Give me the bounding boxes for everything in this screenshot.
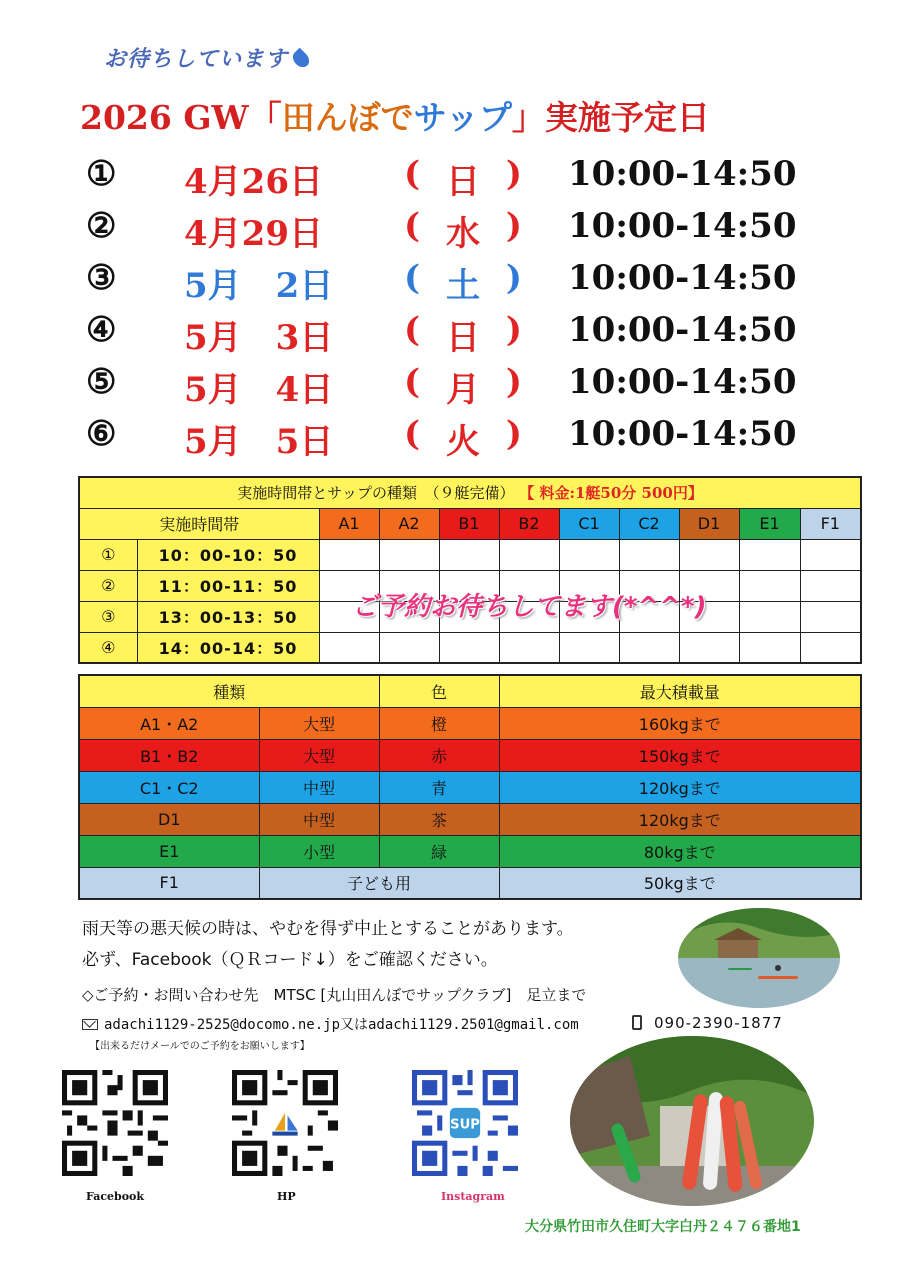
phone-row (632, 1014, 783, 1032)
booking-cell[interactable] (499, 539, 559, 570)
water-drop-icon (290, 48, 313, 71)
type-code: B1・B2 (79, 739, 259, 771)
table-row (79, 739, 861, 771)
board-types-table (78, 674, 862, 900)
type-color: 緑 (379, 835, 499, 867)
phone-icon (632, 1015, 642, 1030)
table-row (79, 803, 861, 835)
date-value: 5月 3日 (184, 318, 334, 358)
date-weekday: ( 月 ) (404, 362, 522, 410)
instagram-label[interactable]: Instagram (441, 1190, 505, 1203)
booking-cell[interactable] (619, 539, 679, 570)
booking-cell[interactable] (559, 539, 619, 570)
date-row (86, 358, 806, 410)
booking-cell[interactable] (559, 632, 619, 663)
booking-cell[interactable] (499, 632, 559, 663)
booking-cell[interactable] (439, 632, 499, 663)
board-header: E1 (739, 508, 800, 539)
date-time: 10:00-14:50 (568, 206, 797, 246)
header-max-load: 最大積載量 (499, 675, 861, 707)
table-row (79, 867, 861, 899)
email-address[interactable]: adachi1129-2525@docomo.ne.jp又はadachi1129.2501@gmail.com (104, 1017, 579, 1033)
paddling-photo (678, 908, 840, 1008)
booking-cell[interactable] (679, 539, 739, 570)
facebook-label[interactable]: Facebook (86, 1190, 145, 1203)
date-row (86, 150, 806, 202)
note-line: 雨天等の悪天候の時は、やむを得ず中止とすることがあります。 (82, 919, 574, 939)
type-size: 子ども用 (259, 867, 499, 899)
greeting-text (104, 42, 308, 73)
booking-cell[interactable] (319, 539, 379, 570)
slot-time: 13：00-13：50 (137, 601, 319, 632)
type-size: 大型 (259, 739, 379, 771)
date-time: 10:00-14:50 (568, 154, 797, 194)
booking-message: ご予約お待ちしてます(*^^*) (352, 592, 707, 622)
booking-cell[interactable] (800, 539, 861, 570)
title-prefix: 2026 GW「 (80, 98, 282, 137)
booking-cell[interactable] (379, 539, 439, 570)
board-header: F1 (800, 508, 861, 539)
header-kind: 種類 (79, 675, 379, 707)
slot-number: ④ (79, 632, 137, 663)
weekday-label: 土 (446, 266, 480, 306)
address-text: 大分県竹田市久住町大字白丹２４７６番地1 (525, 1219, 801, 1235)
type-code: A1・A2 (79, 707, 259, 739)
booking-cell[interactable] (379, 632, 439, 663)
hp-qr-code[interactable] (232, 1070, 338, 1176)
phone-number[interactable]: 090-2390-1877 (654, 1014, 783, 1032)
date-row (86, 254, 806, 306)
dates-list (86, 150, 806, 462)
instagram-qr-code[interactable] (412, 1070, 518, 1176)
schedule-header-text: 実施時間帯とサップの種類 （９艇完備） (237, 484, 515, 503)
type-max-load: 120kgまで (499, 803, 861, 835)
title-part2: サップ (413, 98, 512, 137)
date-row (86, 410, 806, 462)
mail-icon (82, 1019, 98, 1030)
type-code: E1 (79, 835, 259, 867)
weekday-label: 日 (446, 318, 480, 358)
booking-cell[interactable] (739, 570, 800, 601)
type-code: D1 (79, 803, 259, 835)
weekday-label: 水 (446, 214, 480, 254)
greeting-label: お待ちしています (104, 47, 289, 72)
date-value: 5月 5日 (184, 422, 334, 462)
title-suffix: 」実施予定日 (511, 98, 710, 137)
table-row (79, 539, 861, 570)
date-number: ⑤ (86, 362, 117, 402)
sup-boards-photo (570, 1036, 814, 1206)
slot-number: ② (79, 570, 137, 601)
date-number: ① (86, 154, 117, 194)
type-code: C1・C2 (79, 771, 259, 803)
board-header: C1 (559, 508, 619, 539)
board-header: C2 (619, 508, 679, 539)
type-size: 大型 (259, 707, 379, 739)
date-weekday: ( 水 ) (404, 206, 522, 254)
hp-label[interactable]: HP (277, 1190, 296, 1203)
title-part1: 田んぼで (281, 98, 414, 137)
booking-cell[interactable] (619, 632, 679, 663)
schedule-header (79, 477, 861, 508)
date-time: 10:00-14:50 (568, 258, 797, 298)
weekday-label: 月 (446, 370, 480, 410)
booking-cell[interactable] (739, 601, 800, 632)
date-row (86, 306, 806, 358)
page-title (80, 92, 710, 139)
table-row (79, 632, 861, 663)
booking-cell[interactable] (739, 539, 800, 570)
slot-number: ③ (79, 601, 137, 632)
booking-cell[interactable] (319, 632, 379, 663)
date-number: ④ (86, 310, 117, 350)
type-size: 小型 (259, 835, 379, 867)
board-header: A1 (319, 508, 379, 539)
type-code: F1 (79, 867, 259, 899)
header-color: 色 (379, 675, 499, 707)
date-weekday: ( 日 ) (404, 154, 522, 202)
slot-time: 11：00-11：50 (137, 570, 319, 601)
type-max-load: 160kgまで (499, 707, 861, 739)
date-time: 10:00-14:50 (568, 310, 797, 350)
board-header: A2 (379, 508, 439, 539)
type-max-load: 50kgまで (499, 867, 861, 899)
type-size: 中型 (259, 771, 379, 803)
contact-info: ◇ご予約・お問い合わせ先 MTSC [丸山田んぼでサップクラブ] 足立まで (82, 986, 587, 1004)
facebook-qr-code[interactable] (62, 1070, 168, 1176)
board-header: B1 (439, 508, 499, 539)
date-weekday: ( 土 ) (404, 258, 522, 306)
type-color: 茶 (379, 803, 499, 835)
type-color: 橙 (379, 707, 499, 739)
booking-cell[interactable] (800, 570, 861, 601)
type-size: 中型 (259, 803, 379, 835)
table-row (79, 707, 861, 739)
schedule-table (78, 476, 862, 664)
notes-block (82, 914, 574, 976)
booking-cell[interactable] (800, 632, 861, 663)
date-number: ⑥ (86, 414, 117, 454)
date-value: 4月26日 (184, 162, 323, 202)
fee-label: 【 料金:1艇50分 500円】 (519, 484, 703, 503)
slot-time: 10：00-10：50 (137, 539, 319, 570)
booking-cell[interactable] (800, 601, 861, 632)
date-weekday: ( 火 ) (404, 414, 522, 462)
booking-cell[interactable] (739, 632, 800, 663)
board-header: B2 (499, 508, 559, 539)
table-row (79, 835, 861, 867)
date-number: ② (86, 206, 117, 246)
date-row (86, 202, 806, 254)
date-time: 10:00-14:50 (568, 362, 797, 402)
time-slot-header: 実施時間帯 (79, 508, 319, 539)
date-time: 10:00-14:50 (568, 414, 797, 454)
booking-cell[interactable] (679, 632, 739, 663)
email-note: 【出来るだけメールでのご予約をお願いします】 (90, 1041, 310, 1052)
note-line: 必ず、Facebook（ＱＲコード↓）をご確認ください。 (82, 950, 498, 970)
svg-text:SUP: SUP (450, 1117, 480, 1133)
type-color: 赤 (379, 739, 499, 771)
weekday-label: 日 (446, 162, 480, 202)
date-value: 4月29日 (184, 214, 323, 254)
email-row (82, 1014, 579, 1034)
table-row (79, 771, 861, 803)
date-value: 5月 4日 (184, 370, 334, 410)
board-header: D1 (679, 508, 739, 539)
type-max-load: 120kgまで (499, 771, 861, 803)
type-max-load: 150kgまで (499, 739, 861, 771)
type-color: 青 (379, 771, 499, 803)
date-number: ③ (86, 258, 117, 298)
date-value: 5月 2日 (184, 266, 334, 306)
type-max-load: 80kgまで (499, 835, 861, 867)
weekday-label: 火 (446, 422, 480, 462)
date-weekday: ( 日 ) (404, 310, 522, 358)
slot-number: ① (79, 539, 137, 570)
booking-cell[interactable] (439, 539, 499, 570)
slot-time: 14：00-14：50 (137, 632, 319, 663)
